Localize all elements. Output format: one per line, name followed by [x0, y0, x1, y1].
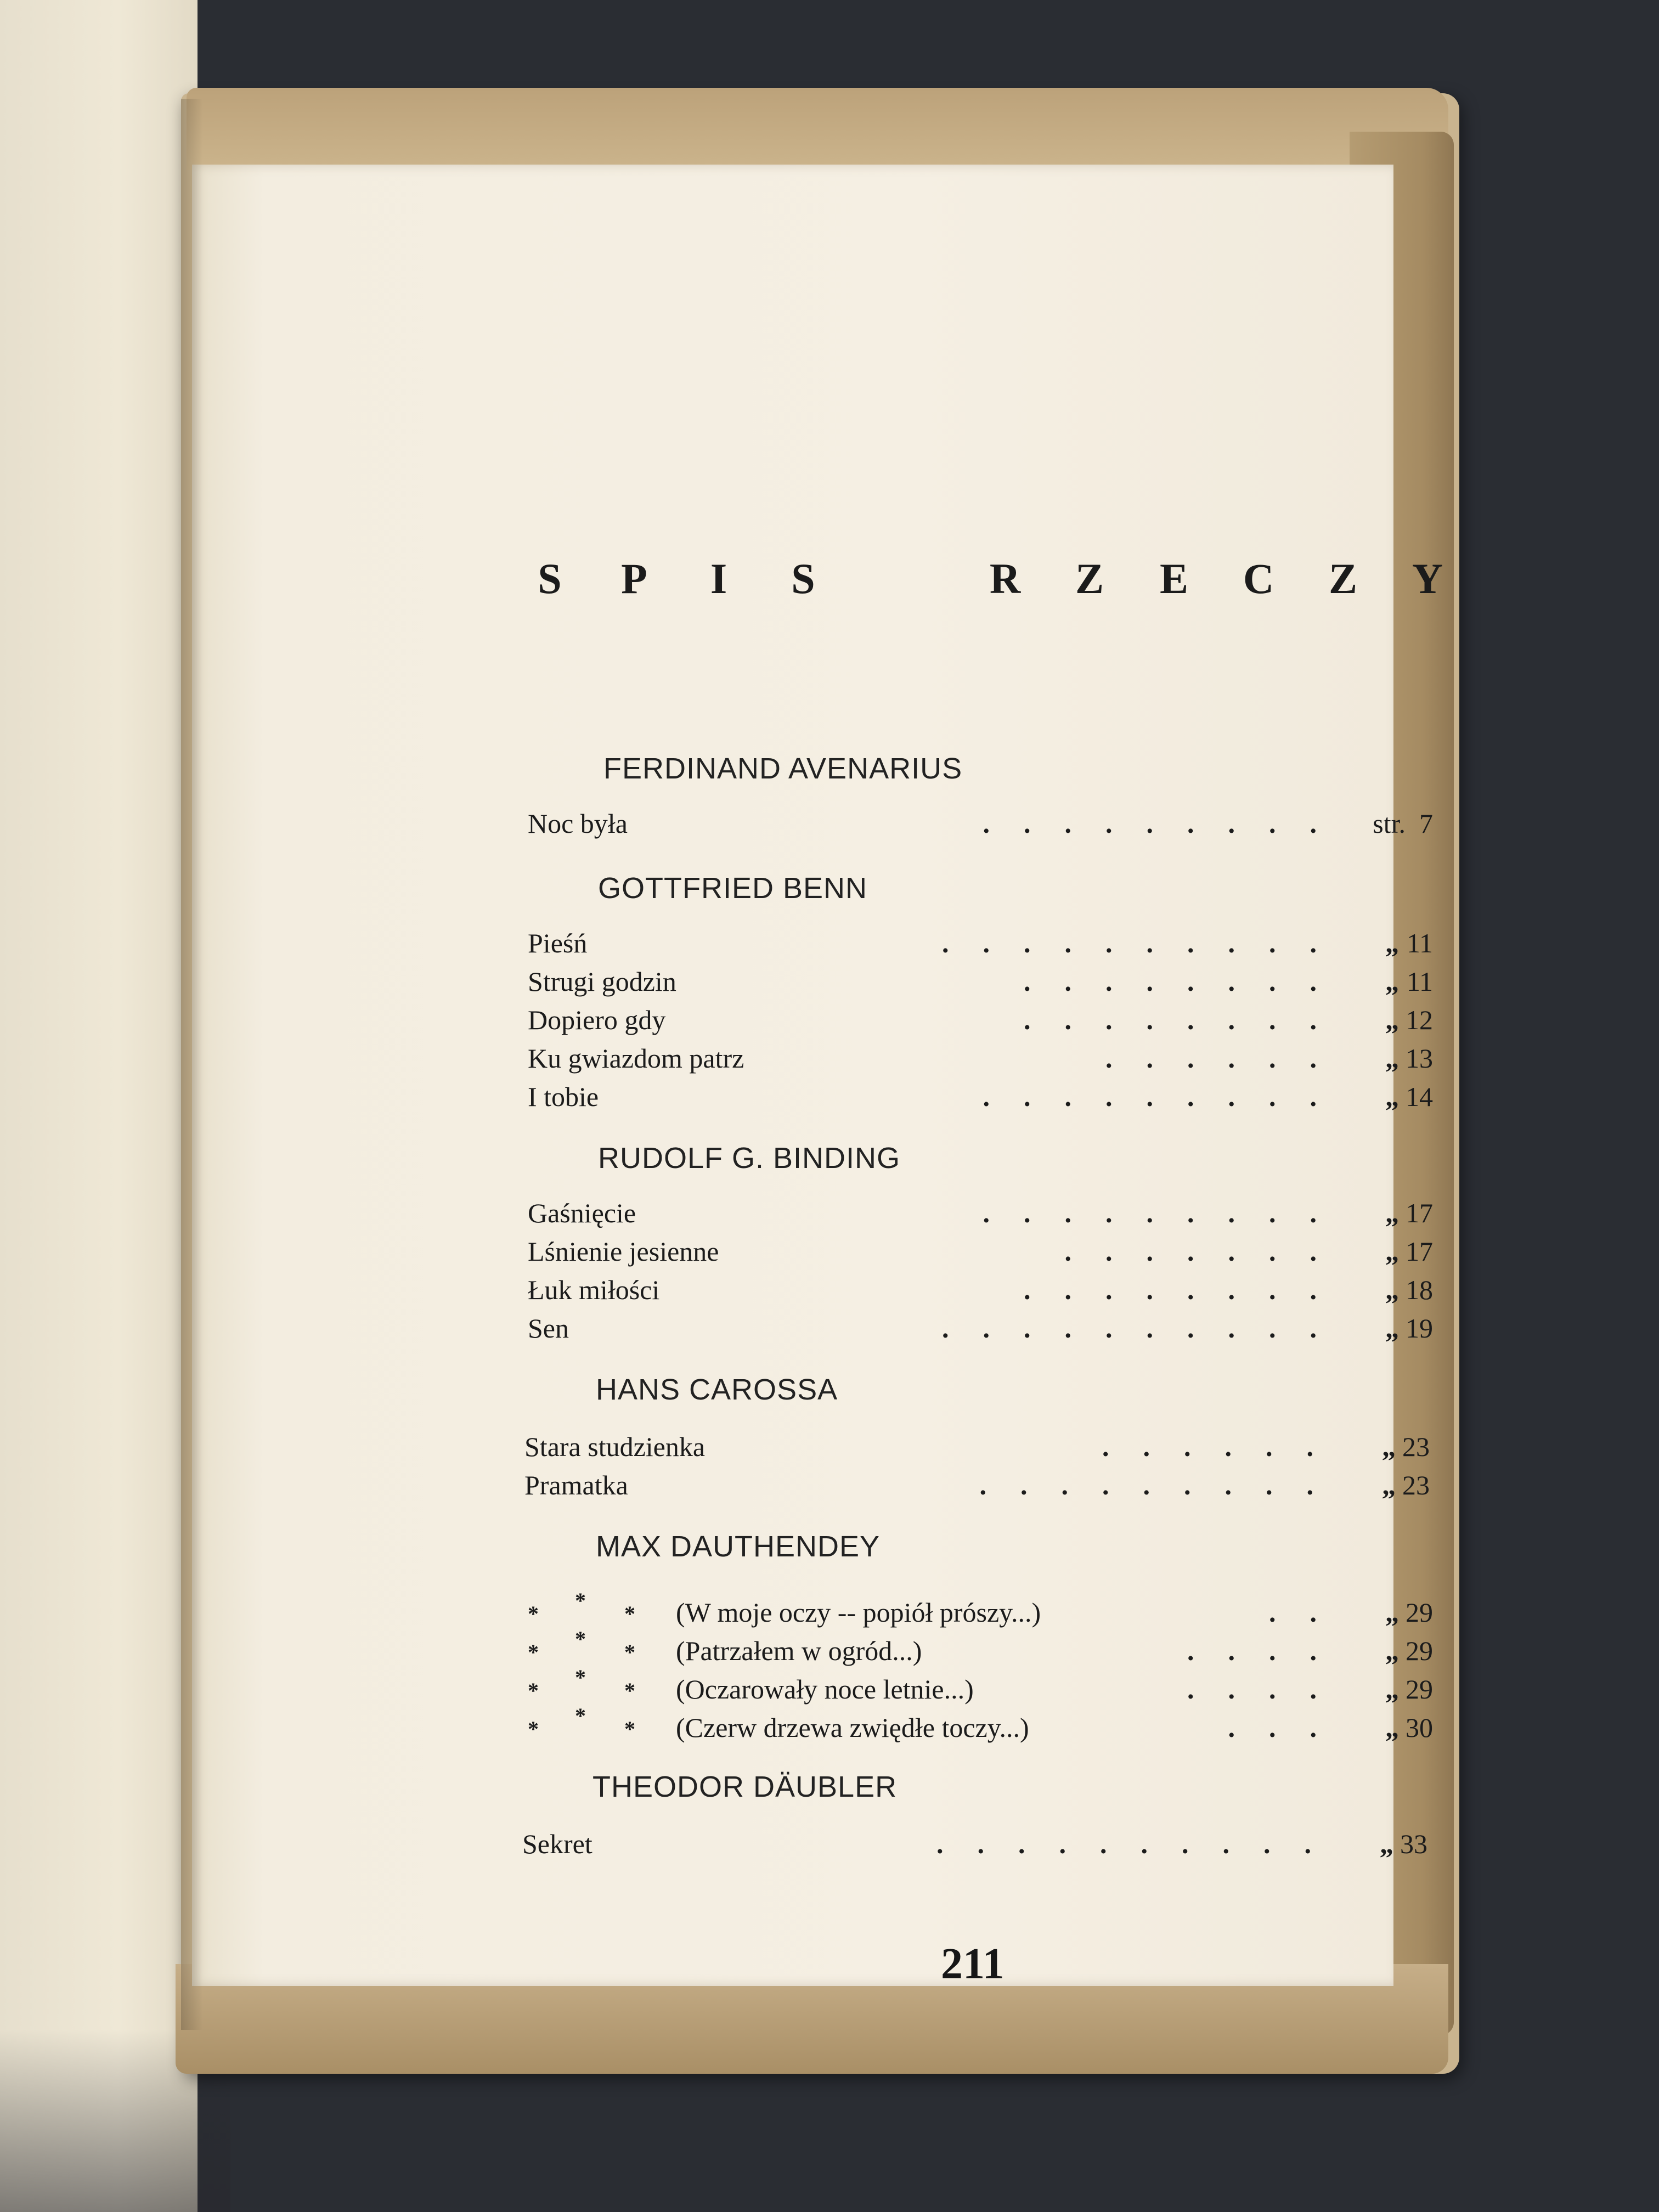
- title-letter: I: [710, 555, 727, 602]
- printed-page: [192, 165, 1443, 1988]
- entry-page: 29: [1406, 1674, 1433, 1705]
- entry-prefix: „: [1385, 1313, 1399, 1344]
- entry-title: Ku gwiazdom patrz: [528, 1043, 744, 1074]
- asterisk-group: * * *: [528, 1588, 635, 1626]
- entry-prefix: „: [1385, 1005, 1399, 1035]
- asterisk-group: * * *: [528, 1703, 635, 1741]
- entry-prefix: „: [1385, 1712, 1399, 1743]
- entry-prefix: „: [1385, 1597, 1399, 1628]
- title-letter: R: [989, 555, 1021, 602]
- toc-entry: [528, 1588, 1433, 1632]
- entry-prefix: „: [1385, 966, 1399, 997]
- title-letter: Z: [1328, 555, 1358, 602]
- entry-prefix: „: [1385, 1043, 1399, 1074]
- leader-dots: ..: [1269, 1597, 1351, 1628]
- entry-title: Łuk miłości: [528, 1274, 660, 1305]
- entry-prefix: „: [1385, 1635, 1399, 1666]
- entry-prefix: „: [1380, 1829, 1393, 1859]
- toc-entry: [524, 1431, 1430, 1466]
- entry-page: 13: [1406, 1043, 1433, 1074]
- entry-title: (W moje oczy -- popiół prószy...): [676, 1597, 1041, 1628]
- entry-prefix: „: [1385, 1236, 1399, 1267]
- entry-page: 11: [1406, 928, 1433, 958]
- toc-entry: [528, 1081, 1433, 1116]
- entry-page: 19: [1406, 1313, 1433, 1344]
- entry-title: (Patrzałem w ogród...): [676, 1635, 922, 1666]
- toc-entry: [528, 808, 1433, 843]
- entry-page: 12: [1406, 1005, 1433, 1035]
- entry-title: Dopiero gdy: [528, 1005, 666, 1035]
- toc-entry: [528, 1197, 1433, 1232]
- cover-top-edge: [187, 88, 1448, 170]
- leader-dots: ........: [1024, 1005, 1351, 1035]
- entry-title: Noc była: [528, 808, 628, 839]
- toc-entry: [528, 966, 1433, 1001]
- entry-page: 29: [1406, 1635, 1433, 1666]
- entry-title: Lśnienie jesienne: [528, 1236, 719, 1267]
- entry-prefix: „: [1385, 1274, 1399, 1305]
- title-letter: P: [621, 555, 647, 602]
- author-heading: FERDINAND AVENARIUS: [603, 752, 963, 785]
- asterisk-group: * * *: [528, 1665, 635, 1703]
- title-letter: S: [538, 555, 562, 602]
- leader-dots: ........: [1024, 966, 1351, 997]
- leader-dots: ........: [1024, 1274, 1351, 1305]
- toc-entry: [528, 1274, 1433, 1309]
- left-blank-page: [0, 0, 198, 2212]
- entry-title: (Czerw drzewa zwiędłe toczy...): [676, 1712, 1029, 1743]
- title-letter: C: [1243, 555, 1274, 602]
- toc-entry: [528, 1703, 1433, 1747]
- entry-prefix: „: [1385, 1674, 1399, 1705]
- leader-dots: ..........: [936, 1829, 1345, 1859]
- entry-page: 33: [1400, 1829, 1427, 1859]
- entry-title: Strugi godzin: [528, 966, 676, 997]
- page-number: 211: [941, 1940, 1005, 1988]
- title-letter: Y: [1412, 555, 1443, 602]
- entry-page: 23: [1402, 1470, 1430, 1500]
- title-letter: E: [1159, 555, 1189, 602]
- toc-entry: [524, 1469, 1430, 1504]
- entry-page: 11: [1406, 966, 1433, 997]
- leader-dots: .........: [983, 808, 1351, 839]
- toc-title: [533, 554, 1444, 603]
- entry-title: Sen: [528, 1313, 569, 1344]
- leader-dots: .......: [1064, 1236, 1351, 1267]
- entry-prefix: „: [1382, 1470, 1396, 1500]
- entry-page: 17: [1406, 1236, 1433, 1267]
- entry-prefix: „: [1385, 1198, 1399, 1228]
- entry-title: Pieśń: [528, 928, 588, 958]
- entry-prefix: str.: [1373, 808, 1406, 839]
- leader-dots: ....: [1187, 1635, 1351, 1666]
- entry-prefix: „: [1382, 1431, 1396, 1462]
- toc-entry: [528, 1235, 1433, 1271]
- entry-page: 29: [1406, 1597, 1433, 1628]
- toc-entry: [528, 1004, 1433, 1039]
- leader-dots: ...: [1228, 1712, 1351, 1743]
- leader-dots: ......: [1102, 1431, 1347, 1462]
- title-letter: S: [791, 555, 815, 602]
- title-letter: Z: [1075, 555, 1104, 602]
- entry-title: Gaśnięcie: [528, 1198, 636, 1228]
- leader-dots: .........: [983, 1198, 1351, 1228]
- leader-dots: ..........: [942, 1313, 1351, 1344]
- entry-title: Pramatka: [524, 1470, 628, 1500]
- toc-entry: [522, 1828, 1427, 1863]
- entry-prefix: „: [1385, 928, 1399, 958]
- leader-dots: .........: [983, 1081, 1351, 1112]
- page-fold-shadow: [181, 99, 203, 2030]
- entry-title: I tobie: [528, 1081, 599, 1112]
- entry-page: 30: [1406, 1712, 1433, 1743]
- author-heading: HANS CAROSSA: [596, 1373, 838, 1406]
- author-heading: GOTTFRIED BENN: [598, 872, 868, 905]
- leader-dots: ......: [1105, 1043, 1351, 1074]
- entry-page: 18: [1406, 1274, 1433, 1305]
- entry-prefix: „: [1385, 1081, 1399, 1112]
- toc-entry: [528, 1627, 1433, 1670]
- author-heading: RUDOLF G. BINDING: [598, 1142, 901, 1175]
- entry-title: (Oczarowały noce letnie...): [676, 1674, 974, 1705]
- table-of-contents: [521, 554, 1465, 2035]
- toc-entry: [528, 927, 1433, 962]
- entry-page: 23: [1402, 1431, 1430, 1462]
- entry-title: Sekret: [522, 1829, 592, 1859]
- entry-page: 7: [1419, 808, 1433, 839]
- leader-dots: ....: [1187, 1674, 1351, 1705]
- toc-entry: [528, 1665, 1433, 1708]
- entry-page: 17: [1406, 1198, 1433, 1228]
- leader-dots: ..........: [942, 928, 1351, 958]
- asterisk-group: * * *: [528, 1627, 635, 1664]
- entry-title: Stara studzienka: [524, 1431, 706, 1462]
- leader-dots: .........: [979, 1470, 1347, 1500]
- toc-entry: [528, 1042, 1433, 1077]
- toc-entry: [528, 1312, 1433, 1347]
- author-heading: MAX DAUTHENDEY: [596, 1530, 881, 1563]
- entry-page: 14: [1406, 1081, 1433, 1112]
- author-heading: THEODOR DÄUBLER: [592, 1770, 898, 1803]
- title-gap: [871, 554, 937, 603]
